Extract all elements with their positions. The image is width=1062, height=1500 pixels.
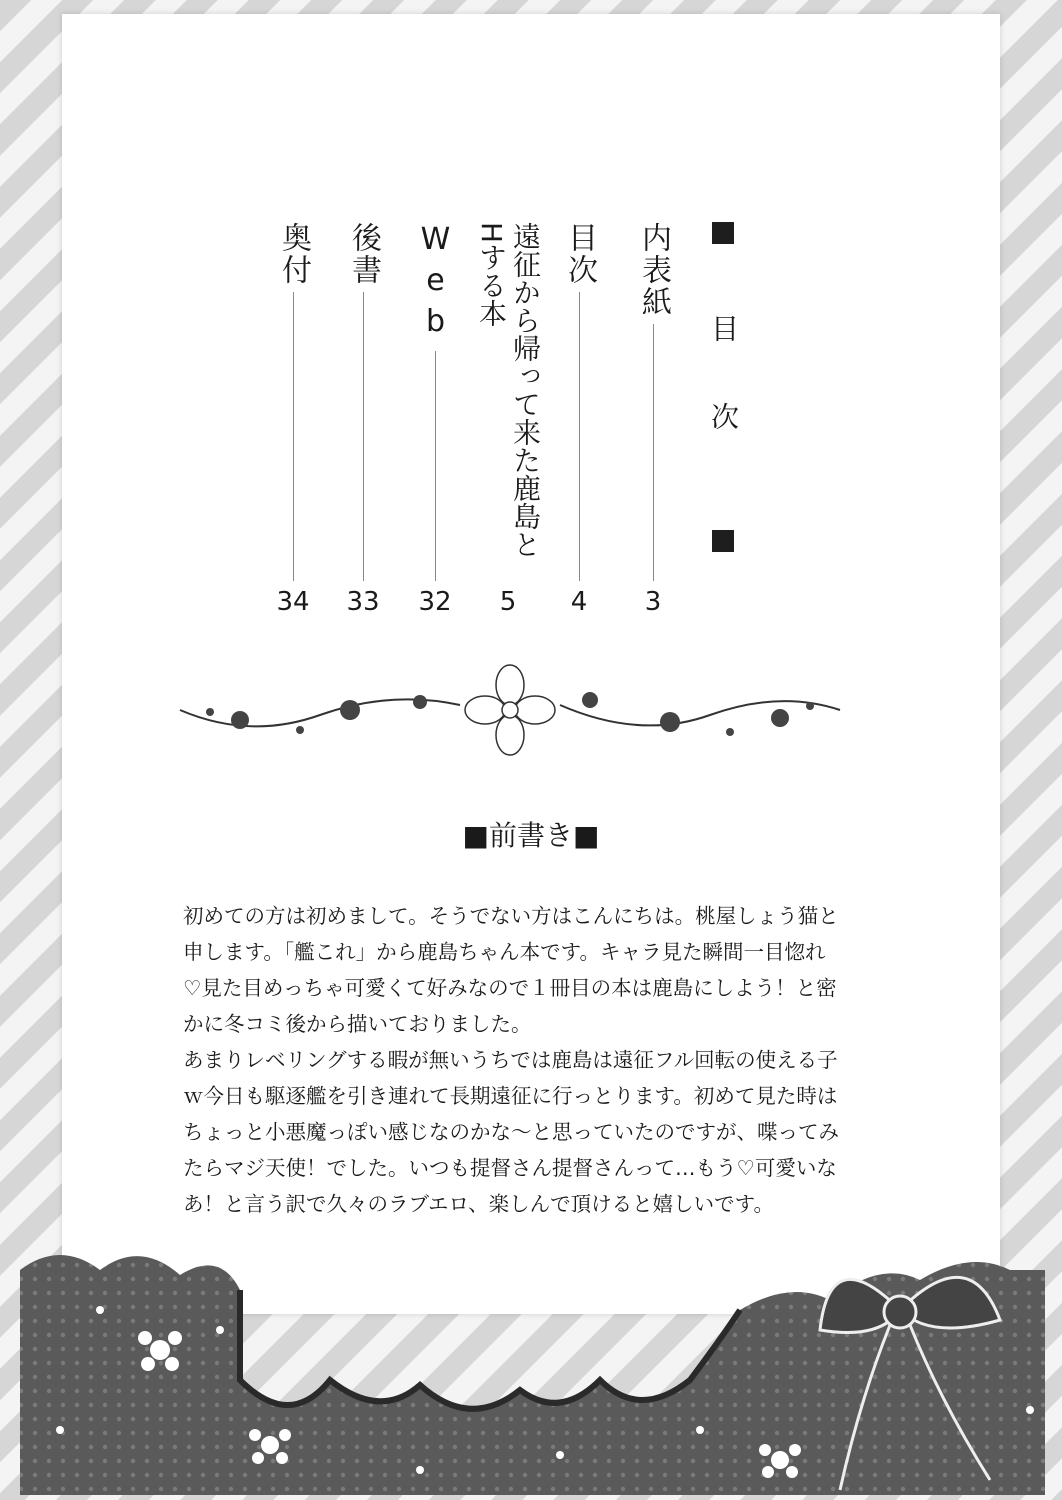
toc-entry bbox=[475, 222, 542, 617]
leader-line bbox=[435, 351, 436, 581]
preface-line: あ！と言う訳で久々のラブエロ、楽しんで頂けると嬉しいです。 bbox=[183, 1192, 775, 1216]
preface-heading: ■前書き■ bbox=[462, 819, 600, 852]
preface-text bbox=[183, 898, 839, 1222]
leader-line bbox=[653, 324, 654, 581]
toc-entry bbox=[633, 222, 673, 617]
preface-line: あまりレベリングする暇が無いうちでは鹿島は遠征フル回転の使える子 bbox=[183, 1048, 838, 1072]
preface-line: 申します。「艦これ」から鹿島ちゃん本です。キャラ見た瞬間一目惚れ bbox=[183, 940, 826, 964]
toc-entry-title: 後書 bbox=[346, 222, 381, 286]
toc-entry-page: 32 bbox=[418, 587, 452, 617]
toc-entry-title: 奥付 bbox=[276, 222, 311, 286]
floral-divider-ornament bbox=[170, 660, 850, 770]
leader-line bbox=[363, 292, 364, 581]
toc-entry bbox=[273, 222, 313, 617]
toc-entry-page: 3 bbox=[644, 587, 662, 617]
preface-line: ♡見た目めっちゃ可愛くて好みなので１冊目の本は鹿島にしよう！と密 bbox=[183, 976, 837, 1000]
toc-entry-page: 5 bbox=[499, 587, 517, 617]
toc-entry bbox=[559, 222, 599, 617]
toc-entry-title: 目次 bbox=[562, 222, 597, 286]
preface-line: 初めての方は初めまして。そうでない方はこんにちは。桃屋しょう猫と bbox=[183, 904, 839, 928]
toc-entry-page: 33 bbox=[346, 587, 380, 617]
toc-title bbox=[708, 222, 738, 552]
preface-line: ｗ今日も駆逐艦を引き連れて長期遠征に行っとります。初めて見た時は bbox=[183, 1084, 838, 1108]
toc-entry-title: 内表紙 bbox=[636, 222, 671, 318]
toc-entry-page: 34 bbox=[276, 587, 310, 617]
toc-entry-title: 遠征から帰って来た鹿島とHする本 bbox=[475, 222, 542, 558]
toc-entry bbox=[343, 222, 383, 617]
preface-line: かに冬コミ後から描いておりました。 bbox=[183, 1012, 532, 1036]
toc-title-char: 次 bbox=[707, 402, 740, 430]
leader-line bbox=[579, 292, 580, 581]
toc-entry-page: 4 bbox=[570, 587, 588, 617]
square-bullet-icon bbox=[712, 222, 734, 244]
preface-line: たらマジ天使！でした。いつも提督さん提督さんって…もう♡可愛いな bbox=[183, 1156, 837, 1180]
toc-title-char: 目 bbox=[707, 314, 740, 342]
decorative-bottom-border bbox=[0, 1230, 1062, 1500]
leader-line bbox=[293, 292, 294, 581]
toc-entry bbox=[415, 222, 455, 617]
preface-line: ちょっと小悪魔っぽい感じなのかな～と思っていたのですが、喋ってみ bbox=[183, 1120, 839, 1144]
square-bullet-icon bbox=[712, 530, 734, 552]
toc-entry-title: Web bbox=[418, 222, 453, 345]
